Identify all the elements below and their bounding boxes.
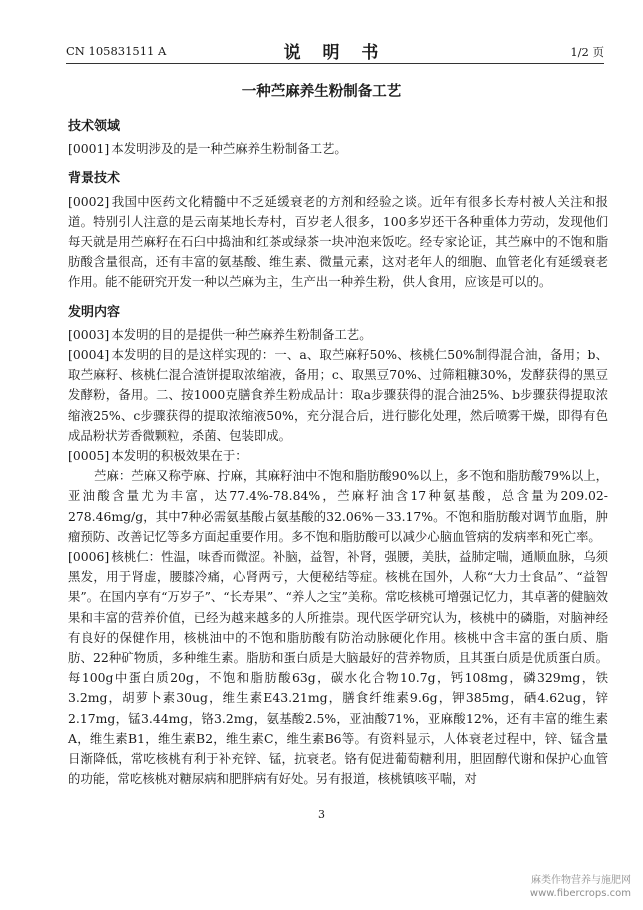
header-title: 说 明 书 xyxy=(283,43,387,63)
paragraph xyxy=(68,192,608,293)
paragraph-text: 本发明涉及的是一种苎麻养生粉制备工艺。 xyxy=(111,141,347,157)
paragraph-text: 我国中医药文化精髓中不乏延缓衰老的方剂和经验之谈。近年有很多长寿村被人关注和报道。特别引人注意的是云南某地长寿村，百岁老人很多，100多岁还干各种重体力劳动，发现他们每天就是用苎麻籽在石臼中捣油和红茶或绿茶一块冲泡来饭吃。经专家论证，其苎麻中的不饱和脂肪酸含量很高，还有丰富的氨基酸、维生素、微量元素，这对老年人的细胞、血管老化有延缓衰老作用。能不能研究开发一种以苎麻为主，生产出一种养生粉，供人食用，应该是可以的。 xyxy=(68,193,608,290)
paragraph-number: [0004] xyxy=(68,347,110,363)
document-title: 一种苎麻养生粉制备工艺 xyxy=(241,83,402,100)
paragraph xyxy=(68,446,608,466)
paragraph-text: 本发明的积极效果在于： xyxy=(111,448,248,464)
paragraph xyxy=(68,345,608,446)
paragraph xyxy=(68,139,608,159)
paragraph-number: [0005] xyxy=(68,448,110,464)
paragraph-number: [0006] xyxy=(68,549,110,565)
doc-number: CN 105831511 A xyxy=(66,44,167,58)
page-header xyxy=(66,40,604,62)
page-label: 1/2 页 xyxy=(570,45,604,59)
paragraph xyxy=(68,466,608,547)
paragraph xyxy=(68,547,608,789)
header-rule xyxy=(66,63,604,64)
watermark-line-1: 麻类作物营养与施肥网 xyxy=(531,875,631,886)
paragraph-number: [0002] xyxy=(68,193,110,209)
paragraph-text: 核桃仁：性温，味香而微涩。补脑，益智，补肾，强腰，美肤，益肺定喘，通顺血脉，乌须黑发，用于肾虚，腰膝冷痛，心肾两亏，大便秘结等症。核桃在国外，人称“大力士食品”、“益智果”。在国内享有“万岁子”、“长寿果”、“养人之宝”美称。常吃核桃可增强记忆力，其卓著的健脑效果和丰富的营养价值，已经为越来越多的人所推崇。现代医学研究认为，核桃中的磷脂，对脑神经有良好的保健作用，核桃油中的不饱和脂肪酸有防治动脉硬化作用。核桃中含丰富的蛋白质、脂肪、22种矿物质，多种维生素。脂肪和蛋白质是大脑最好的营养物质，且其蛋白质是优质蛋白质。每100g中蛋白质20g，不饱和脂肪酸63g，碳水化合物10.7g，钙108mg，磷329mg，铁3.2mg，胡萝卜素30ug，维生素E43.21mg，膳食纤维素9.6g，钾385mg，硒4.62ug，锌2.17mg，锰3.44mg，铬3.2mg，氨基酸2.5%，亚油酸71%，亚麻酸12%，还有丰富的维生素A，维生素B1，维生素B2，维生素C，维生素B6等。有资料显示，人体衰老过程中，锌、锰含量日渐降低，常吃核桃有利于补充锌、锰，抗衰老。铬有促进葡萄糖利用，胆固醇代谢和保护心血管的功能，常吃核桃对糖尿病和肥胖病有好处。另有报道，核桃镇咳平喘，对 xyxy=(68,549,608,787)
watermark xyxy=(530,874,631,900)
section-heading: 技术领域 xyxy=(68,119,121,134)
paragraph-number: [0001] xyxy=(68,141,110,157)
paragraph-number: [0003] xyxy=(68,326,110,342)
section-heading: 背景技术 xyxy=(68,171,121,187)
page-number: 3 xyxy=(318,808,325,821)
paragraph-text: 本发明的目的是提供一种苎麻养生粉制备工艺。 xyxy=(111,326,372,342)
watermark-line-2: www.fibercrops.com xyxy=(529,888,631,899)
paragraph-text: 苎麻：苎麻又称苧麻、拧麻，其麻籽油中不饱和脂肪酸90%以上，多不饱和脂肪酸79%以上，亚油酸含量尤为丰富，达77.4%-78.84%，苎麻籽油含17种氨基酸，总含量为209.02-278.46mg/g，其中7种必需氨基酸占氨基酸的32.06%－33.17%。不饱和脂肪酸对调节血脂，肿瘤预防、改善记忆等多方面起重要作用。多不饱和脂肪酸可以减少心脑血管病的发病率和死亡率。 xyxy=(68,468,608,544)
document-body xyxy=(68,117,608,790)
paragraph xyxy=(68,325,608,345)
paragraph-text: 本发明的目的是这样实现的：一、a、取苎麻籽50%、核桃仁50%制得混合油，备用；b、取苎麻籽、核桃仁混合渣饼提取浓缩液，备用；c、取黑豆70%、过筛粗糠30%，发酵获得的黑豆发酵粉，备用。二、按1000克膳食养生粉成品计：取a步骤获得的混合油25%、b步骤获得提取浓缩液25%、c步骤获得的提取浓缩液50%，充分混合后，进行膨化处理，然后喷雾干燥，即得有色成品粉状芳香微颗粒，杀菌、包装即成。 xyxy=(68,347,608,443)
section-heading: 发明内容 xyxy=(68,304,121,320)
